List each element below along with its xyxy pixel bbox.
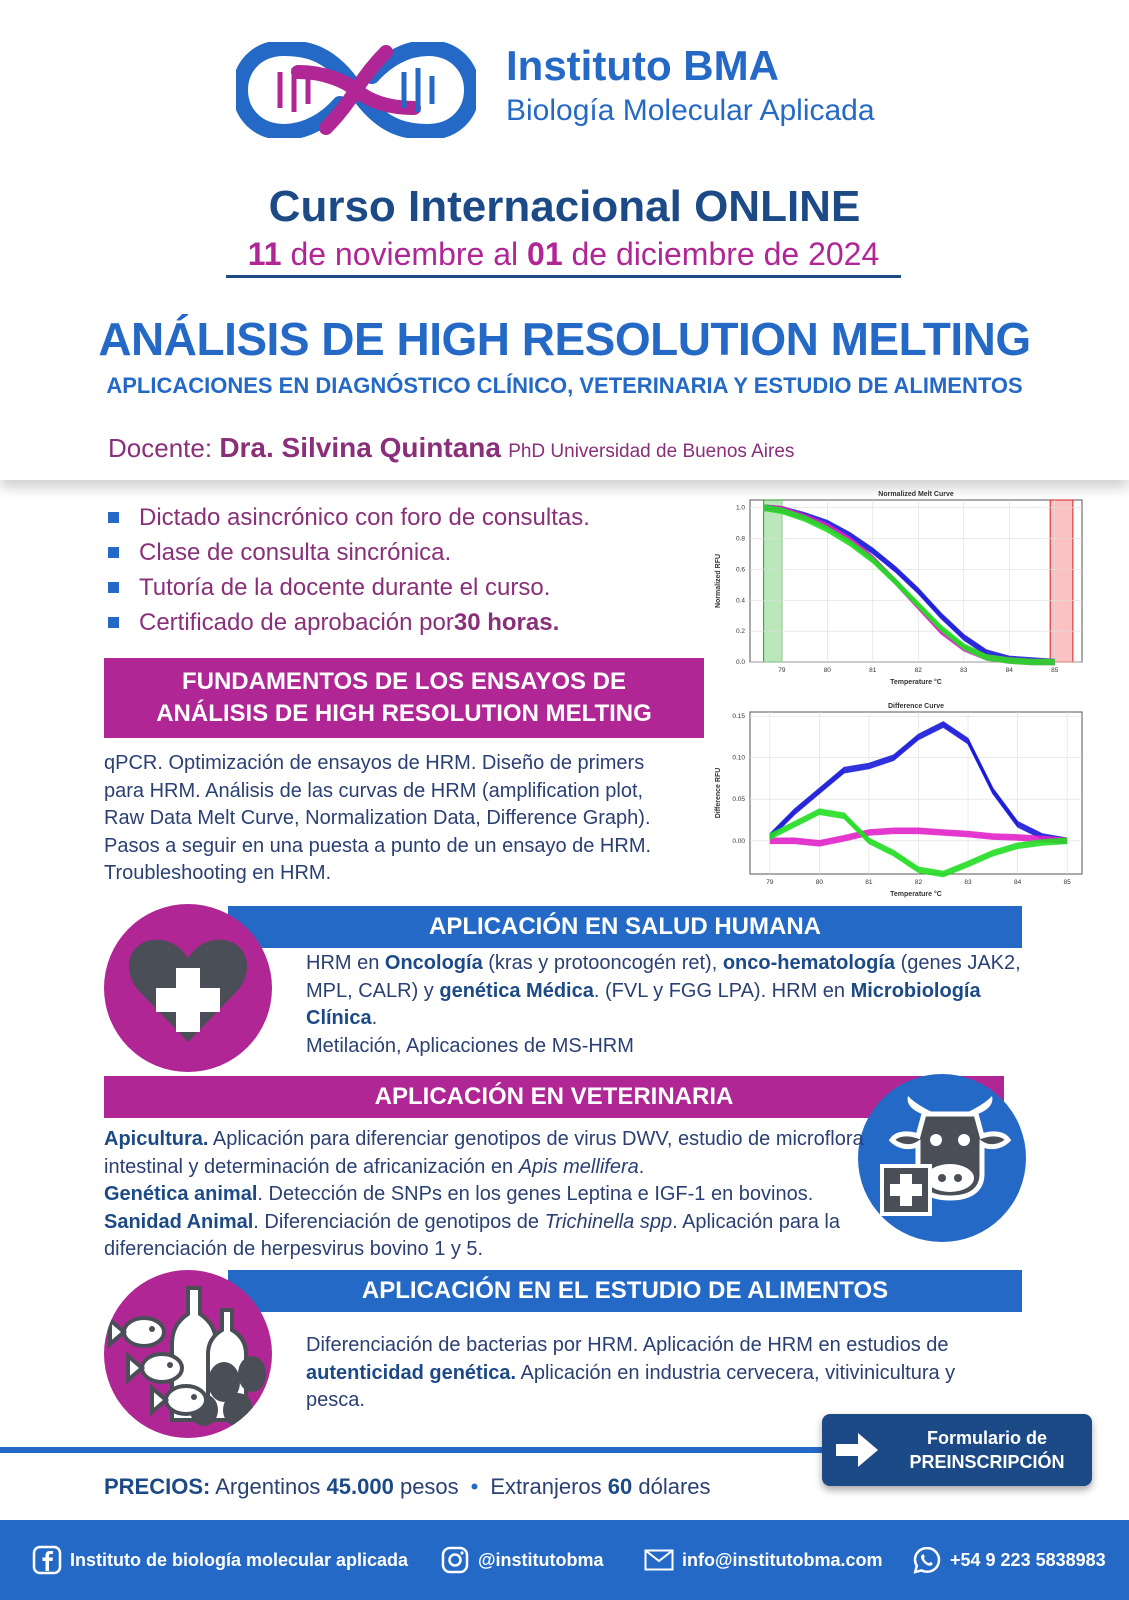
text-bold: Oncología [384,952,483,974]
x-tick-label: 81 [869,667,877,674]
melt-curve-svg [710,486,1100,692]
email-label: info@institutobma.com [682,1549,883,1570]
text-bold: Sanidad Animal [104,1210,254,1233]
end-day: 01 [527,236,563,272]
y-tick-label: 0.2 [735,628,745,636]
plot-area [750,500,1082,662]
human-health-banner: APLICACIÓN EN SALUD HUMANA [228,906,1022,948]
veterinary-circle [858,1074,1026,1242]
text-run: . Aplicación para la diferenciación de herpesvirus bovino 1 y 5. [104,1210,840,1260]
x-tick-label: 84 [1005,667,1013,674]
divider [0,1447,840,1453]
y-axis-label: Normalized RFU [715,553,722,609]
dna-infinity-logo-icon [236,42,476,138]
start-rest: de noviembre al [281,236,528,272]
course-title: ANÁLISIS DE HIGH RESOLUTION MELTING [98,313,1031,365]
text-italic: Trichinella spp [544,1210,673,1233]
arrow-right-icon [822,1431,892,1469]
y-tick-label: 0.00 [732,837,745,845]
x-axis-label: Temperature °C [890,679,942,686]
fundamentos-banner [104,658,704,738]
prices-line [104,1474,711,1500]
text-bold: autenticidad genética. [306,1361,517,1384]
facebook-label: Instituto de biología molecular aplicada [70,1549,409,1570]
text-run: Metilación, Aplicaciones de MS-HRM [306,1034,634,1057]
y-tick-label: 0.6 [735,566,745,574]
x-tick-label: 83 [960,667,968,674]
text-italic: Apis mellifera [518,1155,639,1178]
course-kind: Curso Internacional ONLINE [268,182,861,231]
text-bold: Genética animal [104,1183,258,1205]
x-axis-label: Temperature °C [890,891,942,898]
email-link[interactable] [644,1520,883,1600]
prices-label: PRECIOS: [104,1474,211,1499]
x-tick-label: 80 [823,667,831,674]
difference-curve-chart [710,698,1100,904]
bullet-square-icon [108,617,119,628]
food-study-text [306,1332,966,1415]
fish-bottles-icon [104,1270,272,1438]
course-dates [226,236,901,278]
list-item [108,500,708,535]
bullet-text: Clase de consulta sincrónica. [139,538,452,566]
y-tick-label: 0.4 [735,597,745,605]
x-tick-label: 82 [914,667,922,674]
text-bold: onco-hematología [722,952,896,974]
fundamentos-title-line1: FUNDAMENTOS DE LOS ENSAYOS DE [181,668,627,695]
text-run: Argentinos [210,1474,327,1499]
y-tick-label: 0.8 [735,535,745,543]
y-tick-label: 0.10 [732,754,745,762]
email-icon [644,1549,674,1571]
x-tick-label: 84 [1013,879,1022,886]
cta-line1: Formulario de [926,1428,1047,1448]
instagram-link[interactable] [440,1520,604,1600]
footer [0,1520,1129,1600]
text-run: Extranjeros [490,1474,608,1499]
food-study-circle [104,1270,272,1438]
text-run: Aplicación en industria cervecera, vitivinicultura y pesca. [306,1361,956,1411]
instagram-icon [440,1545,470,1575]
veterinary-text [104,1126,864,1264]
text-run: (genes JAK2, MPL, CALR) y [306,952,1021,1002]
y-tick-label: 0.0 [735,659,745,666]
bullet-text: Certificado de aprobación por [139,608,454,636]
price-argentinos: 45.000 [326,1474,394,1499]
teacher-line [108,432,794,464]
text-run: . Detección de SNPs en los genes Leptina e IGF-1 en bovinos. [257,1183,814,1205]
brand-name: Instituto BMA [506,42,779,89]
x-tick-label: 80 [815,879,823,886]
teacher-affiliation: PhD Universidad de Buenos Aires [508,441,795,462]
x-tick-label: 85 [1051,667,1059,674]
x-tick-label: 81 [865,879,873,886]
text-run: HRM en [306,952,385,974]
bullet-square-icon [108,582,119,593]
human-health-text [306,950,1026,1060]
x-tick-label: 83 [964,879,972,886]
bullet-text: Tutoría de la docente durante el curso. [139,573,551,601]
list-item [108,605,708,640]
teacher-label: Docente: [108,433,213,463]
instagram-label: @institutobma [478,1549,604,1570]
text-run: pesos [393,1474,459,1499]
food-study-banner: APLICACIÓN EN EL ESTUDIO DE ALIMENTOS [228,1270,1022,1312]
y-tick-label: 1.0 [735,504,745,512]
text-run: . [638,1155,645,1178]
x-tick-label: 85 [1063,879,1071,886]
text-bold: Microbiología Clínica [306,979,981,1029]
fundamentos-text: qPCR. Optimización de ensayos de HRM. Diseño de primers para HRM. Análisis de las curvas de HRM (amplification plot, Raw Data Melt Curve, Normalization Data, Difference Graph). Pasos a seguir en una puesta a punto de un ensayo de HRM. Troubleshooting en HRM. [104,752,652,884]
start-day: 11 [247,236,282,272]
header [0,0,1129,480]
text-bold: genética Médica [439,979,594,1002]
whatsapp-link[interactable] [912,1520,1106,1600]
veterinary-banner: APLICACIÓN EN VETERINARIA [104,1076,1004,1118]
text-run: (kras y protooncogén ret), [482,952,723,974]
chart-title: Difference Curve [887,703,945,710]
whatsapp-icon [912,1545,942,1575]
chart-title: Normalized Melt Curve [878,491,954,498]
fundamentos-title-line2: ANÁLISIS DE HIGH RESOLUTION MELTING [156,700,652,727]
price-extranjeros: 60 [607,1474,633,1499]
human-health-circle [104,904,272,1072]
brand-subtitle: Biología Molecular Aplicada [506,94,875,127]
feature-list [108,500,708,640]
red-region [1050,500,1073,662]
cta-line2: PREINSCRIPCIÓN [909,1452,1065,1472]
x-tick-label: 79 [778,667,786,674]
whatsapp-label: +54 9 223 5838983 [950,1549,1106,1570]
bullet-square-icon [108,547,119,558]
text-run: . (FVL y FGG LPA). HRM en [593,979,851,1002]
separator-dot: • [470,1474,479,1499]
preinscription-button[interactable] [822,1414,1092,1486]
text-run: . [371,1007,378,1029]
y-tick-label: 0.15 [732,713,745,721]
heart-plus-icon [104,904,272,1072]
text-run: Aplicación para diferenciar genotipos de virus DWV, estudio de microflora intestinal y determinación de africanización en [104,1128,864,1178]
facebook-icon [32,1545,62,1575]
course-subtitle: APLICACIONES EN DIAGNÓSTICO CLÍNICO, VETERINARIA Y ESTUDIO DE ALIMENTOS [106,373,1023,398]
y-tick-label: 0.05 [732,796,745,804]
teacher-name: Dra. Silvina Quintana [219,432,501,463]
facebook-link[interactable] [32,1520,408,1600]
text-run: Diferenciación de bacterias por HRM. Aplicación de HRM en estudios de [306,1334,949,1356]
x-tick-label: 82 [914,879,923,886]
text-run: dólares [632,1474,711,1499]
bullet-text: Dictado asincrónico con foro de consultas. [139,503,590,531]
end-rest: de diciembre de 2024 [562,236,880,272]
melt-curve-chart [710,486,1100,692]
text-bold: Apicultura. [104,1128,209,1150]
green-region [764,500,782,662]
x-tick-label: 79 [766,879,774,886]
text-run: . Diferenciación de genotipos de [253,1210,545,1233]
list-item [108,535,708,570]
list-item [108,570,708,605]
difference-curve-svg [710,698,1100,904]
cow-plus-icon [858,1074,1026,1242]
y-axis-label: Difference RFU [715,767,722,819]
bullet-square-icon [108,512,119,523]
preinscription-label [892,1426,1092,1474]
bullet-hours: 30 horas. [453,608,560,636]
